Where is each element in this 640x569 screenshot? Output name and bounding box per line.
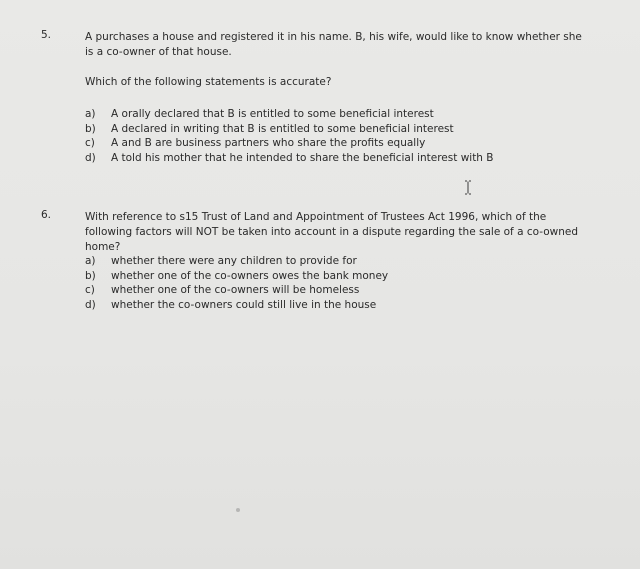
question-number: 5. (41, 29, 52, 41)
text-cursor-icon (464, 180, 472, 195)
option-text: A told his mother that he intended to share the beneficial interest with B (111, 151, 494, 164)
answer-option-d[interactable] (85, 298, 388, 313)
option-text: whether one of the co-owners owes the bank money (111, 269, 389, 282)
option-text: whether one of the co-owners will be homeless (111, 284, 360, 296)
option-letter: c) (85, 137, 95, 149)
option-letter: b) (85, 122, 96, 135)
answer-option-a[interactable] (85, 254, 388, 269)
question-number: 6. (41, 209, 52, 221)
answer-option-b[interactable] (85, 122, 494, 137)
answer-option-b[interactable] (85, 269, 388, 284)
option-letter: d) (85, 298, 96, 311)
answer-options (85, 107, 494, 165)
question-stem: With reference to s15 Trust of Land and Appointment of Trustees Act 1996, which of the following factors will NOT be taken into account in a dispute regarding the sale of a co-owned home? (85, 211, 579, 253)
question-stem: A purchases a house and registered it in his name. B, his wife, would like to know whether she is a co-owner of that house. (85, 31, 582, 58)
option-letter: c) (85, 284, 95, 296)
option-letter: b) (85, 269, 96, 282)
paper-speck (236, 508, 240, 512)
answer-options (85, 254, 388, 312)
answer-option-c[interactable] (85, 136, 494, 151)
option-text: whether there were any children to provide for (111, 255, 357, 267)
option-text: whether the co-owners could still live in the house (111, 298, 377, 311)
option-text: A and B are business partners who share the profits equally (111, 137, 426, 149)
option-letter: a) (85, 108, 96, 120)
answer-option-d[interactable] (85, 151, 494, 166)
question-prompt: Which of the following statements is accurate? (85, 76, 332, 88)
option-letter: d) (85, 151, 96, 164)
option-text: A orally declared that B is entitled to some beneficial interest (111, 108, 434, 120)
answer-option-a[interactable] (85, 107, 494, 122)
answer-option-c[interactable] (85, 283, 388, 298)
option-letter: a) (85, 255, 96, 267)
option-text: A declared in writing that B is entitled to some beneficial interest (111, 122, 454, 135)
